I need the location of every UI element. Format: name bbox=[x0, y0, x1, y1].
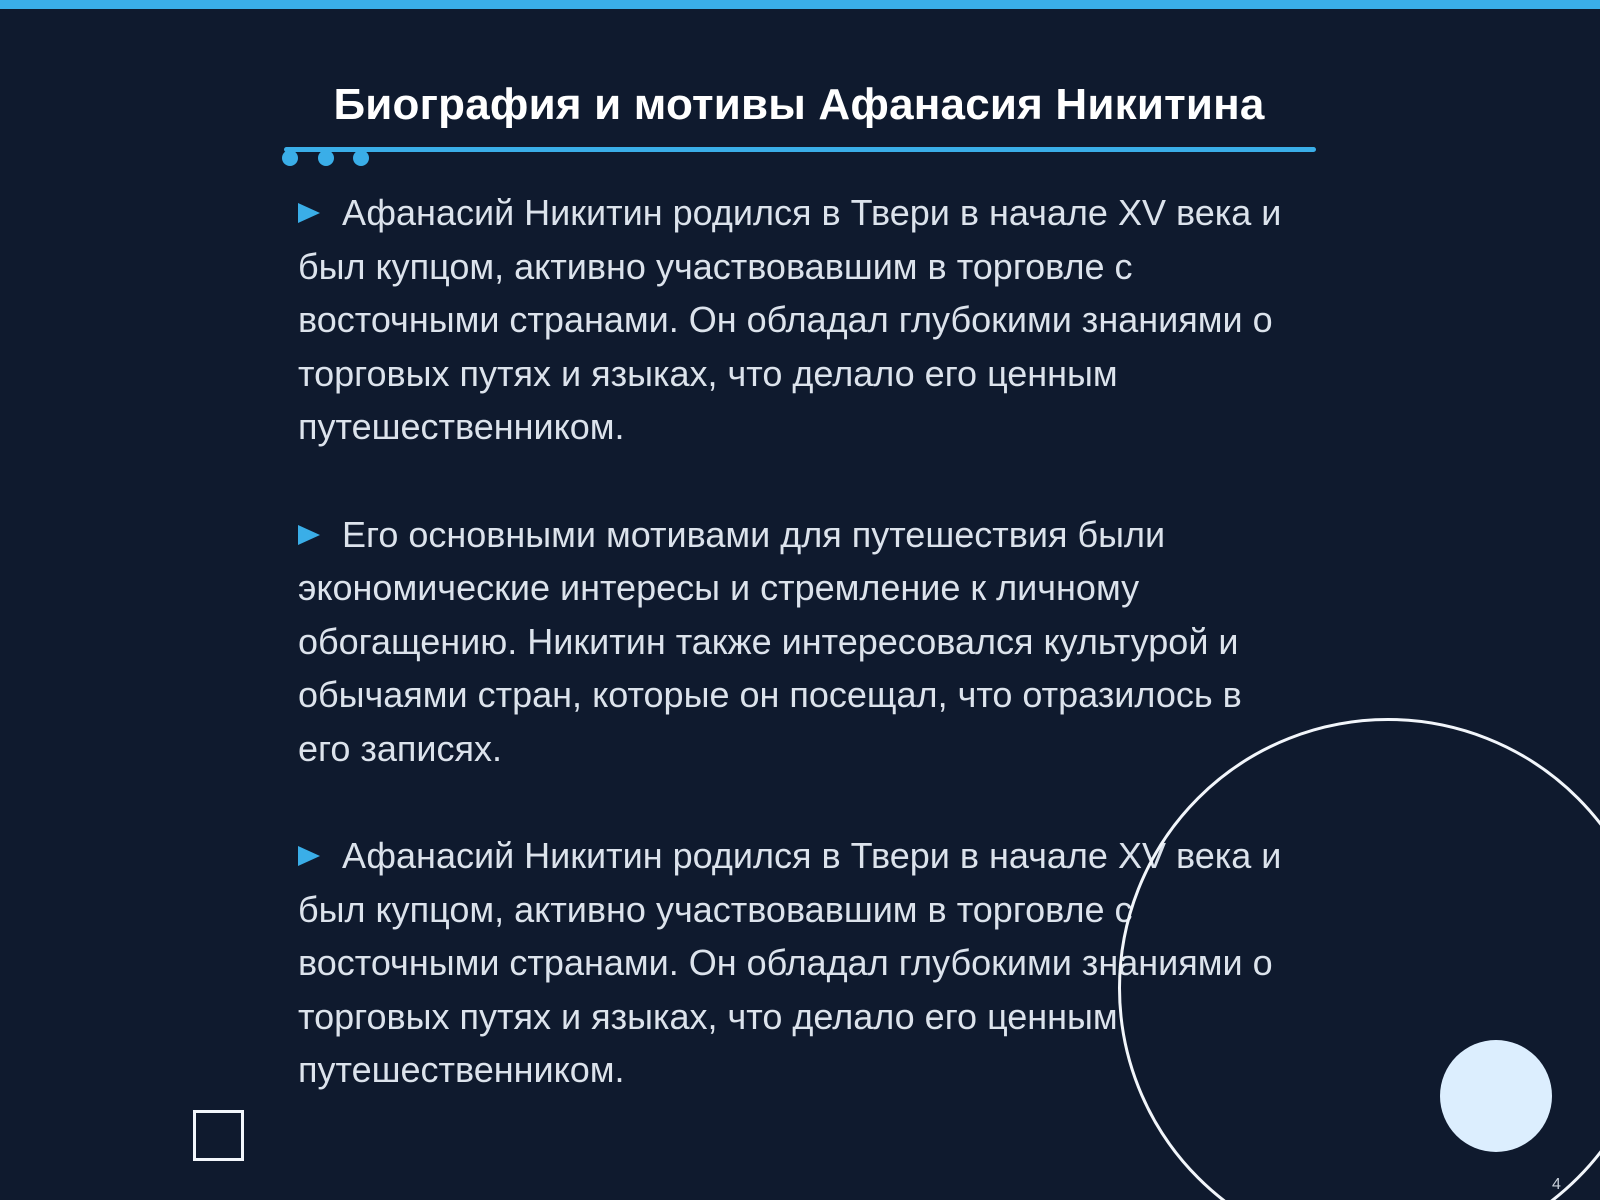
triangle-right-icon bbox=[298, 846, 320, 866]
decorative-circle-filled bbox=[1440, 1040, 1552, 1152]
decorative-dot bbox=[282, 150, 298, 166]
triangle-right-icon bbox=[298, 203, 320, 223]
decorative-square bbox=[193, 1110, 244, 1161]
bullet-item bbox=[298, 186, 1298, 454]
decorative-dot bbox=[353, 150, 369, 166]
decorative-dot bbox=[318, 150, 334, 166]
bullet-text: Афанасий Никитин родился в Твери в начале XV века и был купцом, активно участвовавшим в торговле с восточными странами. Он обладал глубокими знаниями о торговых путях и языках, что делало его ценным путешественником. bbox=[298, 835, 1282, 1090]
bullet-text: Афанасий Никитин родился в Твери в начале XV века и был купцом, активно участвовавшим в торговле с восточными странами. Он обладал глубокими знаниями о торговых путях и языках, что делало его ценным путешественником. bbox=[298, 192, 1282, 447]
bullet-item bbox=[298, 508, 1298, 776]
bullet-text: Его основными мотивами для путешествия были экономические интересы и стремление к личному обогащению. Никитин также интересовался культурой и обычаями стран, которые он посещал, что отразилось в его записях. bbox=[298, 513, 1242, 769]
title-underline bbox=[284, 147, 1316, 152]
page-number: 4 bbox=[1552, 1176, 1561, 1193]
top-accent-bar bbox=[0, 0, 1600, 9]
triangle-right-icon bbox=[298, 525, 320, 545]
slide-title: Биография и мотивы Афанасия Никитина bbox=[333, 80, 1265, 129]
